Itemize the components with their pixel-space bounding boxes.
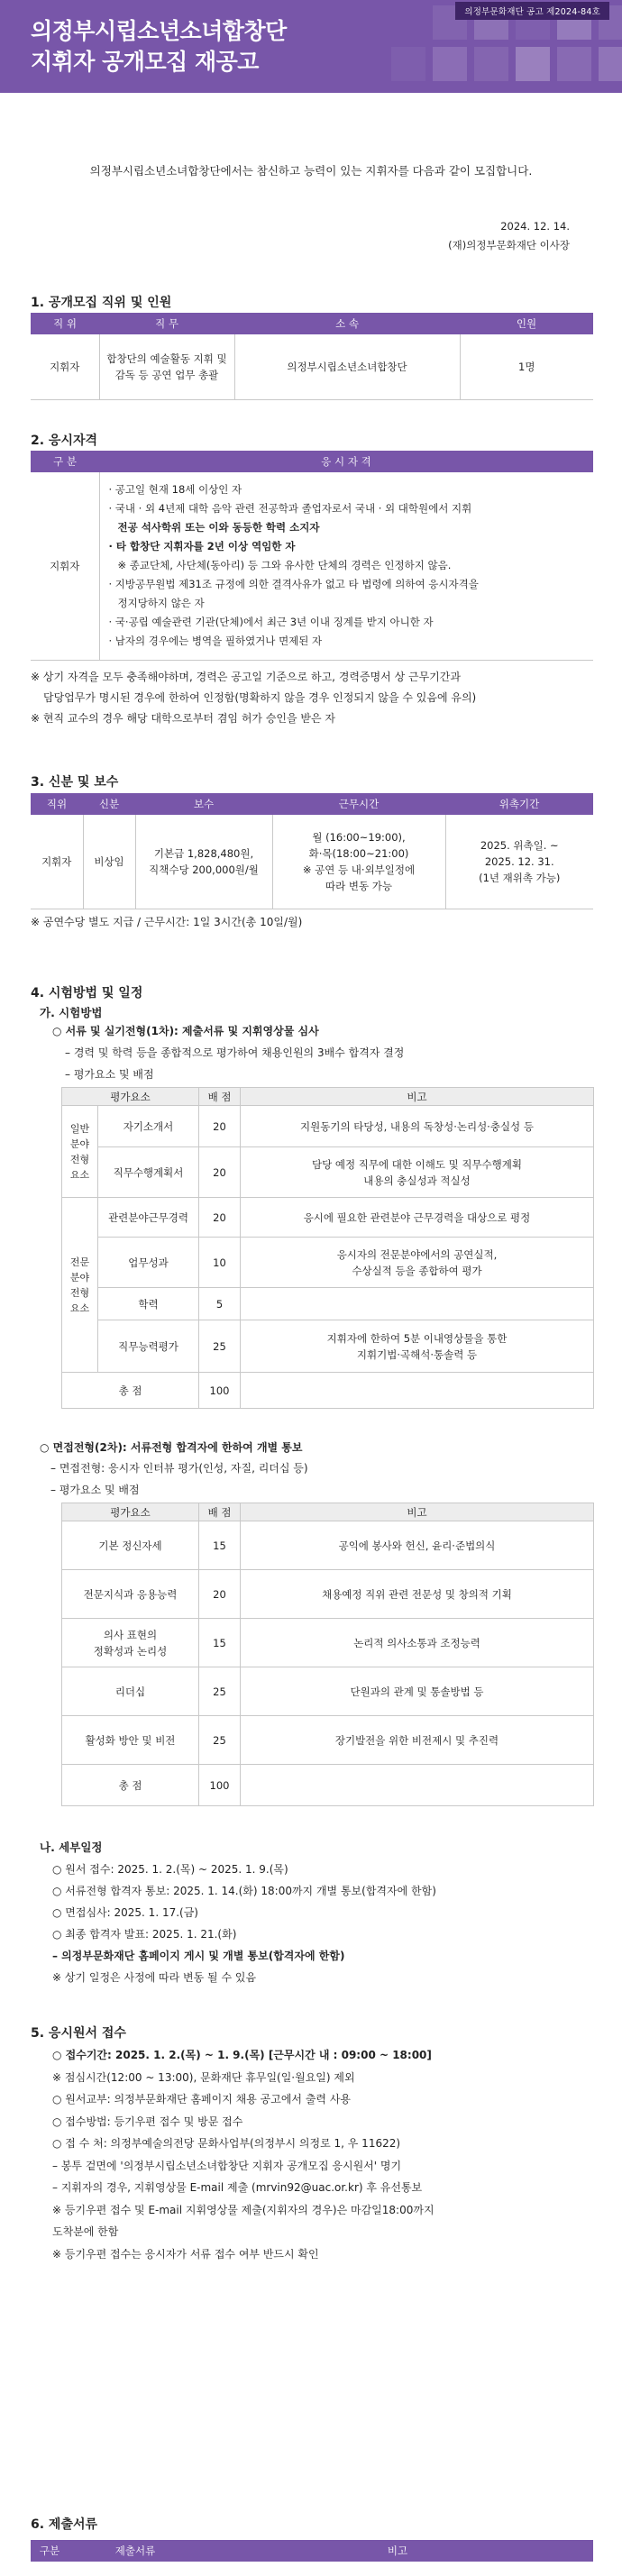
application-list (52, 2044, 434, 2265)
intro-text: 의정부시립소년소녀합창단에서는 참신하고 능력이 있는 지휘자를 다음과 같이 모집합니다. (89, 164, 533, 178)
issue-block (448, 217, 570, 255)
col-header: 직 무 (99, 313, 234, 334)
col-header: 직위 (31, 793, 83, 815)
eval-score: 20 (199, 1570, 241, 1619)
section6-heading: 6. 제출서류 (31, 2517, 98, 2532)
stage1-title: ○ 서류 및 실기전형(1차): 제출서류 및 지휘영상물 심사 (52, 1025, 319, 1037)
schedule-list (52, 1859, 436, 1988)
eval-name: 관련분야근무경력 (98, 1198, 199, 1238)
eval-total-note (241, 1765, 594, 1806)
stage1-line: – 평가요소 및 배점 (65, 1068, 154, 1081)
schedule-item: ○ 면접심사: 2025. 1. 17.(금) (52, 1906, 198, 1919)
eval-score: 25 (199, 1716, 241, 1765)
eval-name: 자기소개서 (98, 1106, 199, 1147)
eval-group-general: 일반 분야 전형 요소 (62, 1106, 98, 1198)
title-line-2: 지휘자 공개모집 재공고 (31, 49, 259, 75)
application-item: ※ 등기우편 접수는 응시자가 서류 접수 여부 반드시 확인 (52, 2247, 319, 2261)
col-header: 평가요소 (62, 1503, 199, 1521)
eval-name: 전문지식과 응용능력 (62, 1570, 199, 1619)
hours-line: 따라 변동 가능 (325, 879, 392, 892)
eval-name: 직무수행계획서 (98, 1147, 199, 1198)
eval-score: 20 (199, 1106, 241, 1147)
eval-score: 25 (199, 1320, 241, 1373)
qualification-item: 전공 석사학위 또는 이와 동등한 학력 소지자 (117, 521, 320, 534)
qualification-item: 정지당하지 않은 자 (117, 597, 205, 610)
title-line-1: 의정부시립소년소녀합창단 (31, 18, 287, 44)
note-line: ※ 상기 자격을 모두 충족해야하며, 경력은 공고일 기준으로 하고, 경력증명서 상 근무기간과 (31, 671, 461, 683)
eval-name: 직무능력평가 (98, 1320, 199, 1373)
duty-line: 합창단의 예술활동 지휘 및 (106, 352, 227, 365)
stage2-line: – 면접전형: 응시자 인터뷰 평가(인성, 자질, 리더십 등) (50, 1462, 308, 1475)
schedule-item: ※ 상기 일정은 사정에 따라 변동 될 수 있음 (52, 1971, 257, 1984)
qualification-list (99, 472, 593, 660)
cell-position: 지휘자 (31, 334, 99, 399)
col-header: 신분 (83, 793, 135, 815)
term-line: 2025. 위촉일. ~ (480, 838, 559, 852)
stage2-title: ○ 면접전형(2차): 서류전형 합격자에 한하여 개별 통보 (40, 1441, 303, 1454)
document-eval-table (61, 1087, 594, 1409)
notice-number-tag: 의정부문화재단 공고 제2024-84호 (455, 2, 609, 20)
stage2-line: – 평가요소 및 배점 (50, 1484, 140, 1496)
col-header: 비고 (241, 1503, 594, 1521)
col-header: 배 점 (199, 1503, 241, 1521)
section4-sub-a: 가. 시험방법 (40, 1006, 103, 1019)
eval-name: 의사 표현의 정확성과 논리성 (62, 1619, 199, 1667)
eval-total-label: 총 점 (62, 1765, 199, 1806)
eval-note: 지휘자에 한하여 5분 이내영상물을 통한 지휘기법·곡해석·통솔력 등 (241, 1320, 594, 1373)
page-title (31, 16, 287, 78)
section3-note: ※ 공연수당 별도 지급 / 근무시간: 1일 3시간(총 10일/월) (31, 916, 303, 928)
col-header: 응 시 자 격 (99, 451, 593, 472)
note-line: ※ 현직 교수의 경우 해당 대학으로부터 겸임 허가 승인을 받은 자 (31, 712, 336, 725)
interview-eval-table (61, 1503, 594, 1806)
qualification-item: · 남자의 경우에는 병역을 필하였거나 면제된 자 (108, 635, 323, 648)
section4-sub-b: 나. 세부일정 (40, 1841, 103, 1854)
issue-date: 2024. 12. 14. (500, 220, 570, 233)
eval-score: 5 (199, 1288, 241, 1320)
cell-duty (99, 334, 234, 399)
eval-name: 업무성과 (98, 1238, 199, 1288)
hours-line: ※ 공연 등 내·외부일정에 (302, 863, 416, 876)
eval-score: 10 (199, 1238, 241, 1288)
col-header: 평가요소 (62, 1088, 199, 1106)
qualification-item: · 지방공무원법 제31조 규정에 의한 결격사유가 없고 타 법령에 의하여 응시자격을 (108, 578, 479, 591)
col-header: 직 위 (31, 313, 99, 334)
application-item: 도착분에 한함 (52, 2225, 119, 2238)
eval-note: 응시에 필요한 관련분야 근무경력을 대상으로 평정 (241, 1198, 594, 1238)
cell-count: 1명 (460, 334, 593, 399)
eval-score: 15 (199, 1521, 241, 1570)
schedule-item: – 의정부문화재단 홈페이지 게시 및 개별 통보(합격자에 한함) (52, 1950, 345, 1962)
cell-pay (135, 815, 272, 909)
qualification-item: · 타 합창단 지휘자를 2년 이상 역임한 자 (108, 540, 296, 553)
note-line: 담당업무가 명시된 경우에 한하여 인정함(명확하지 않을 경우 인정되지 않을 수 있음에 유의) (43, 691, 477, 704)
eval-note (241, 1288, 594, 1320)
section1-heading: 1. 공개모집 직위 및 인원 (31, 296, 172, 310)
qualification-item: · 국·공립 예술관련 기관(단체)에서 최근 3년 이내 징계를 받지 아니한 자 (108, 616, 434, 629)
qualification-item: · 공고일 현재 18세 이상인 자 (108, 483, 242, 497)
application-item: ※ 등기우편 접수 및 E-mail 지휘영상물 제출(지휘자의 경우)은 마감일18:00까지 (52, 2203, 434, 2216)
col-header: 비고 (202, 2540, 593, 2562)
qualification-item: · 국내 · 외 4년제 대학 음악 관련 전공학과 졸업자로서 국내 · 외 대학원에서 지휘 (108, 502, 472, 516)
application-item: – 지휘자의 경우, 지휘영상물 E-mail 제출 (mrvin92@uac.or.kr) 후 유선통보 (52, 2181, 423, 2194)
eval-total: 100 (199, 1765, 241, 1806)
eval-score: 20 (199, 1147, 241, 1198)
application-item: ※ 점심시간(12:00 ~ 13:00), 문화재단 휴무일(일·월요일) 제외 (52, 2070, 355, 2084)
section5-heading: 5. 응시원서 접수 (31, 2026, 126, 2041)
schedule-item: ○ 최종 합격자 발표: 2025. 1. 21.(화) (52, 1928, 237, 1941)
application-item: ○ 접수방법: 등기우편 접수 및 방문 접수 (52, 2115, 243, 2128)
eval-group-special: 전문 분야 전형 요소 (62, 1198, 98, 1373)
term-line: 2025. 12. 31. (484, 854, 554, 868)
eval-note: 채용예정 직위 관련 전문성 및 창의적 기획 (241, 1570, 594, 1619)
qualification-item: ※ 종교단체, 사단체(동아리) 등 그와 유사한 단체의 경력은 인정하지 않음. (117, 559, 452, 572)
hours-line: 화·목(18:00~21:00) (308, 846, 409, 860)
pay-table (31, 793, 593, 909)
section3-heading: 3. 신분 및 보수 (31, 775, 119, 790)
schedule-item: ○ 서류전형 합격자 통보: 2025. 1. 14.(화) 18:00까지 개별 통보(합격자에 한함) (52, 1885, 436, 1897)
cell-hours (272, 815, 445, 909)
cell-status: 비상임 (83, 815, 135, 909)
col-header: 소 속 (234, 313, 460, 334)
col-header: 보수 (135, 793, 272, 815)
col-header: 인원 (460, 313, 593, 334)
eval-name: 기본 정신자세 (62, 1521, 199, 1570)
col-header: 비고 (241, 1088, 594, 1106)
eval-score: 15 (199, 1619, 241, 1667)
col-header: 근무시간 (272, 793, 445, 815)
eval-note: 단원과의 관계 및 통솔방법 등 (241, 1667, 594, 1716)
eval-note: 응시자의 전문분야에서의 공연실적, 수상실적 등을 종합하여 평가 (241, 1238, 594, 1288)
cell-term (445, 815, 593, 909)
term-line: (1년 재위촉 가능) (479, 871, 561, 884)
eval-name: 리더십 (62, 1667, 199, 1716)
eval-total: 100 (199, 1373, 241, 1409)
pay-line: 직책수당 200,000원/월 (149, 863, 259, 876)
eval-note: 장기발전을 위한 비전제시 및 추진력 (241, 1716, 594, 1765)
application-item: ○ 접수기간: 2025. 1. 2.(목) ~ 1. 9.(목) [근무시간 내 : 09:00 ~ 18:00] (52, 2049, 432, 2061)
cell-category: 지휘자 (31, 472, 99, 660)
application-item: – 봉투 겉면에 '의정부시립소년소녀합창단 지휘자 공개모집 응시원서' 명기 (52, 2159, 402, 2172)
cell-position: 지휘자 (31, 815, 83, 909)
header-banner (0, 0, 622, 93)
eval-name: 활성화 방안 및 비전 (62, 1716, 199, 1765)
hours-line: 월 (16:00~19:00), (312, 830, 406, 844)
col-header: 구분 (31, 2540, 69, 2562)
documents-table (31, 2540, 593, 2562)
issuer: (재)의정부문화재단 이사장 (448, 239, 570, 251)
application-item: ○ 원서교부: 의정부문화재단 홈페이지 채용 공고에서 출력 사용 (52, 2093, 352, 2106)
eval-name: 학력 (98, 1288, 199, 1320)
schedule-item: ○ 원서 접수: 2025. 1. 2.(목) ~ 2025. 1. 9.(목) (52, 1863, 288, 1876)
section4-heading: 4. 시험방법 및 일정 (31, 986, 143, 1000)
col-header: 위촉기간 (445, 793, 593, 815)
stage1-line: – 경력 및 학력 등을 종합적으로 평가하여 채용인원의 3배수 합격자 결정 (65, 1046, 405, 1059)
application-item: ○ 접 수 처: 의정부예술의전당 문화사업부(의정부시 의정로 1, 우 11622) (52, 2137, 401, 2150)
section2-notes (31, 667, 476, 729)
eval-note: 공익에 봉사와 헌신, 윤리·준법의식 (241, 1521, 594, 1570)
cell-affiliation: 의정부시립소년소녀합창단 (234, 334, 460, 399)
eval-score: 25 (199, 1667, 241, 1716)
eval-note: 논리적 의사소통과 조정능력 (241, 1619, 594, 1667)
qualification-table (31, 451, 593, 661)
eval-note: 담당 예정 직무에 대한 이해도 및 직무수행계획 내용의 충실성과 적실성 (241, 1147, 594, 1198)
pay-line: 기본급 1,828,480원, (153, 846, 254, 860)
section2-heading: 2. 응시자격 (31, 434, 98, 448)
eval-total-label: 총 점 (62, 1373, 199, 1409)
eval-score: 20 (199, 1198, 241, 1238)
col-header: 제출서류 (69, 2540, 202, 2562)
position-table (31, 313, 593, 400)
col-header: 구 분 (31, 451, 99, 472)
eval-note: 지원동기의 타당성, 내용의 독창성·논리성·충실성 등 (241, 1106, 594, 1147)
eval-total-note (241, 1373, 594, 1409)
duty-line: 감독 등 공연 업무 총괄 (114, 368, 219, 381)
col-header: 배 점 (199, 1088, 241, 1106)
